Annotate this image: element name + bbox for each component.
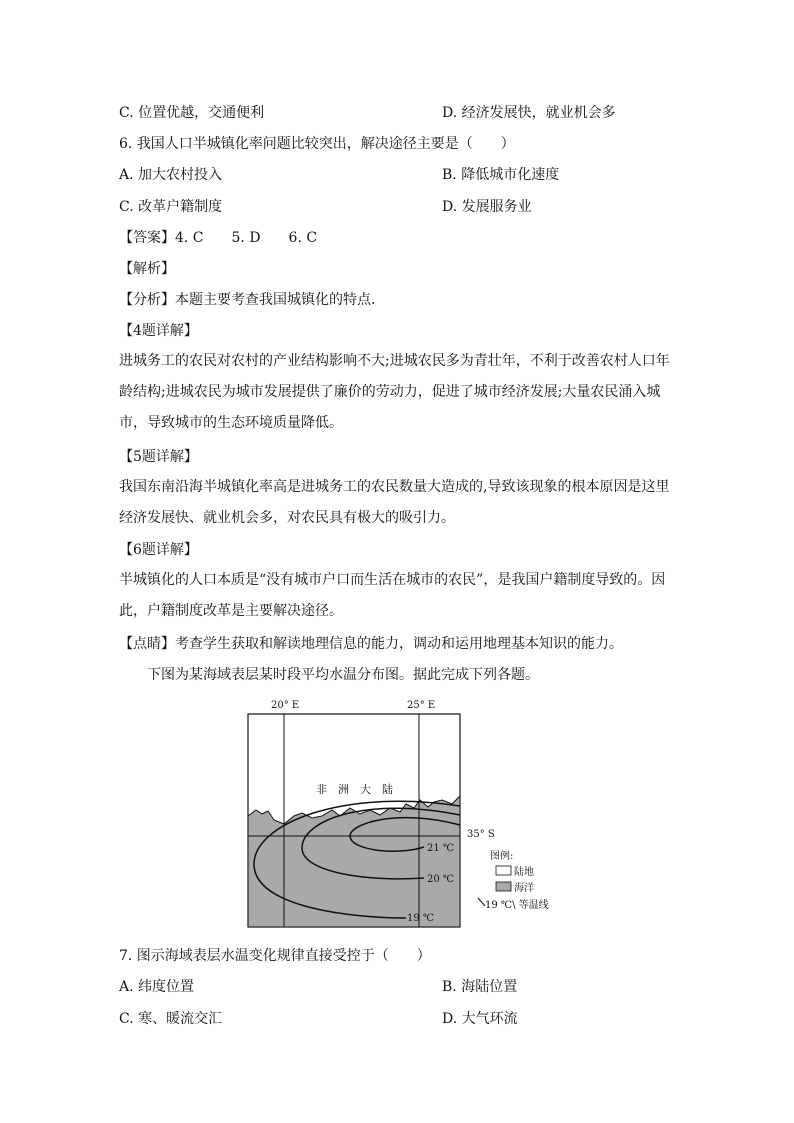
q4-heading: 【4题详解】 <box>119 323 198 339</box>
sea-temperature-map <box>246 696 576 932</box>
legend-isotherm-mark <box>478 898 485 906</box>
q6-stem: 6. 我国人口半城镇化率问题比较突出，解决途径主要是（ ） <box>119 136 515 152</box>
q7-option-d: D. 大气环流 <box>442 1011 518 1027</box>
analysis-heading: 【解析】 <box>119 261 175 277</box>
q6-option-c: C. 改革户籍制度 <box>119 199 223 215</box>
isotherm-20-label: 20 ℃ <box>427 874 455 885</box>
q5-option-d: D. 经济发展快，就业机会多 <box>442 105 616 121</box>
legend-land-swatch <box>496 866 511 875</box>
q6-heading: 【6题详解】 <box>119 542 198 558</box>
q5-heading: 【5题详解】 <box>119 449 198 465</box>
q7-option-c: C. 寒、暖流交汇 <box>119 1011 223 1027</box>
legend-land-label: 陆地 <box>514 867 534 878</box>
isotherm-21-label: 21 ℃ <box>427 843 455 854</box>
q4-detail: 进城务工的农民对农村的产业结构影响不大;进城农民多为青壮年，不利于改善农村人口年龄结构;进城农民为城市发展提供了廉价的劳动力，促进了城市经济发展;大量农民涌入城市，导致城市的生态环境质量降低。 <box>119 353 670 431</box>
isotherm-19-label: 19 ℃ <box>407 913 435 924</box>
q6-option-d: D. 发展服务业 <box>442 199 532 215</box>
lon-25e-label: 25° E <box>407 700 436 711</box>
map-svg <box>246 696 576 932</box>
q6-option-a: A. 加大农村投入 <box>119 167 223 183</box>
q6-detail: 半城镇化的人口本质是“没有城市户口而生活在城市的农民”，是我国户籍制度导致的。因此，户籍制度改革是主要解决途径。 <box>119 572 666 619</box>
q7-option-a: A. 纬度位置 <box>119 979 195 995</box>
legend-title: 图例: <box>490 851 514 862</box>
q7-option-b: B. 海陆位置 <box>442 979 518 995</box>
lat-35s-label: 35° S <box>467 829 495 840</box>
legend-isotherm-label: 19 ℃\ 等温线 <box>485 900 549 911</box>
land-label: 非 洲 大 陆 <box>316 783 393 796</box>
dianjing-line: 【点睛】考查学生获取和解读地理信息的能力，调动和运用地理基本知识的能力。 <box>119 636 623 652</box>
answer-line: 【答案】4. C 5. D 6. C <box>119 230 318 246</box>
q7-stem: 7. 图示海域表层水温变化规律直接受控于（ ） <box>119 948 431 964</box>
q5-detail: 我国东南沿海半城镇化率高是进城务工的农民数量大造成的,导致该现象的根本原因是这里经济发展快、就业机会多，对农民具有极大的吸引力。 <box>119 479 670 526</box>
fenxi-line: 【分析】本题主要考查我国城镇化的特点. <box>119 292 376 308</box>
q5-option-c: C. 位置优越，交通便利 <box>119 105 265 121</box>
legend-ocean-swatch <box>496 882 511 891</box>
figure-intro: 下图为某海域表层某时段平均水温分布图。据此完成下列各题。 <box>147 667 539 683</box>
q6-option-b: B. 降低城市化速度 <box>442 167 560 183</box>
lon-20e-label: 20° E <box>271 700 300 711</box>
legend-ocean-label: 海洋 <box>514 883 534 894</box>
